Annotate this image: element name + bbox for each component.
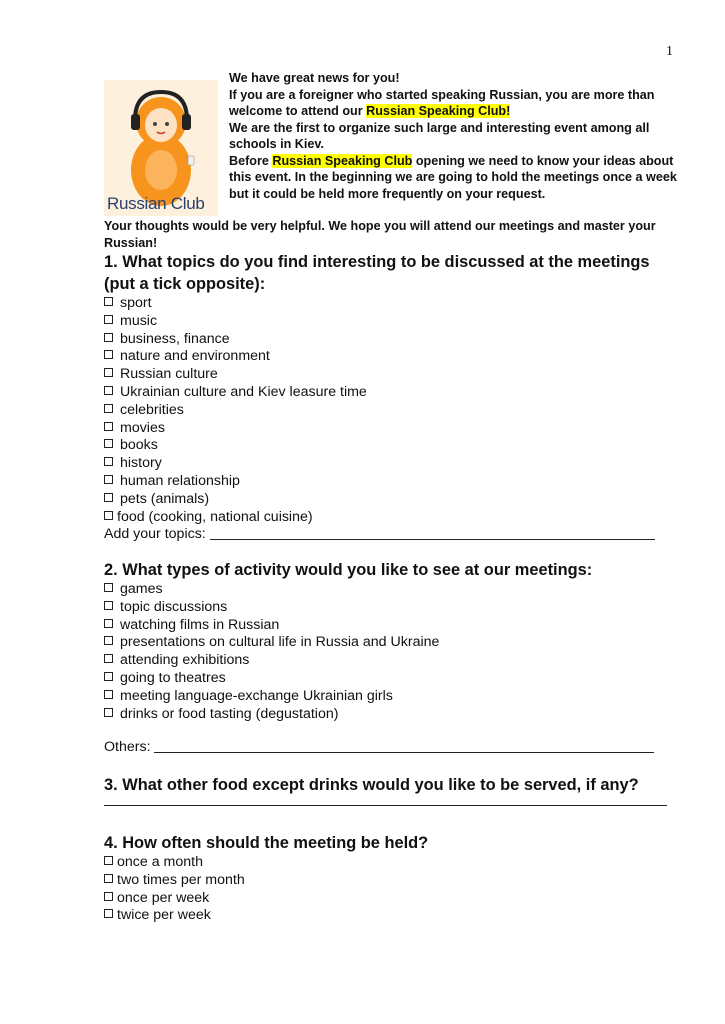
option-label: twice per week bbox=[117, 907, 211, 924]
option-label: movies bbox=[120, 419, 165, 436]
option-label: Ukrainian culture and Kiev leasure time bbox=[120, 383, 367, 400]
option-row bbox=[104, 509, 684, 527]
option-label: meeting language-exchange Ukrainian girls bbox=[120, 687, 393, 704]
option-row bbox=[104, 688, 684, 706]
option-row bbox=[104, 872, 684, 890]
option-label: human relationship bbox=[120, 472, 240, 489]
option-row bbox=[104, 295, 684, 313]
option-row bbox=[104, 348, 684, 366]
checkbox[interactable] bbox=[104, 422, 113, 431]
others-row bbox=[104, 739, 684, 757]
option-label: topic discussions bbox=[120, 598, 228, 615]
option-label: food (cooking, national cuisine) bbox=[117, 508, 313, 525]
option-label: drinks or food tasting (degustation) bbox=[120, 705, 339, 722]
option-label: watching films in Russian bbox=[120, 616, 280, 633]
checkbox[interactable] bbox=[104, 350, 113, 359]
option-row bbox=[104, 599, 684, 617]
highlight: Russian Speaking Club! bbox=[366, 104, 511, 118]
answer-blank[interactable] bbox=[104, 804, 667, 806]
option-label: Russian culture bbox=[120, 366, 218, 383]
checkbox[interactable] bbox=[104, 386, 113, 395]
others-label: Others: bbox=[104, 739, 151, 756]
question-title: 3. What other food except drinks would you like to be served, if any? bbox=[104, 776, 639, 794]
add-topics-blank[interactable] bbox=[210, 526, 655, 540]
intro-line: We are the first to organize such large and interesting event among all schools in Kiev. bbox=[229, 120, 650, 151]
option-row bbox=[104, 491, 684, 509]
checkbox[interactable] bbox=[104, 874, 113, 883]
option-label: once a month bbox=[117, 854, 203, 870]
intro-line: We have great news for you! bbox=[229, 71, 400, 85]
checkbox[interactable] bbox=[104, 368, 113, 377]
option-row bbox=[104, 634, 684, 652]
option-label: once per week bbox=[117, 889, 210, 906]
option-label: sport bbox=[120, 295, 152, 311]
option-row bbox=[104, 437, 684, 455]
checkbox[interactable] bbox=[104, 909, 113, 918]
checkbox[interactable] bbox=[104, 654, 113, 663]
add-topics-row bbox=[104, 526, 684, 544]
russian-club-logo bbox=[104, 80, 218, 216]
option-row bbox=[104, 706, 684, 724]
intro-line: Your thoughts would be very helpful. We hope you will attend our meetings and master your Russian! bbox=[104, 219, 656, 250]
checkbox[interactable] bbox=[104, 690, 113, 699]
option-label: pets (animals) bbox=[120, 490, 210, 507]
option-row bbox=[104, 581, 684, 599]
checkbox[interactable] bbox=[104, 511, 113, 520]
highlight: Russian Speaking Club bbox=[272, 153, 413, 168]
checkbox[interactable] bbox=[104, 672, 113, 681]
checkbox[interactable] bbox=[104, 708, 113, 717]
option-row bbox=[104, 384, 684, 402]
question-2 bbox=[104, 559, 684, 757]
option-label: nature and environment bbox=[120, 348, 270, 365]
option-row bbox=[104, 402, 684, 420]
question-title: 1. What topics do you find interesting to be discussed at the meetings (put a tick opposite): bbox=[104, 253, 650, 293]
option-row bbox=[104, 366, 684, 384]
logo-text: Russian Club bbox=[107, 194, 205, 213]
checkbox[interactable] bbox=[104, 475, 113, 484]
option-label: going to theatres bbox=[120, 669, 226, 686]
question-4 bbox=[104, 832, 684, 925]
checkbox[interactable] bbox=[104, 583, 113, 592]
option-row bbox=[104, 455, 684, 473]
checkbox[interactable] bbox=[104, 856, 113, 865]
option-row bbox=[104, 890, 684, 908]
option-row bbox=[104, 313, 684, 331]
option-label: celebrities bbox=[120, 401, 184, 418]
option-label: two times per month bbox=[117, 871, 245, 888]
option-row bbox=[104, 907, 684, 925]
page-number: 1 bbox=[666, 44, 673, 59]
checkbox[interactable] bbox=[104, 333, 113, 342]
question-title: 4. How often should the meeting be held? bbox=[104, 834, 429, 852]
option-row bbox=[104, 617, 684, 635]
question-1 bbox=[104, 251, 684, 544]
checkbox[interactable] bbox=[104, 892, 113, 901]
others-blank[interactable] bbox=[154, 739, 654, 753]
add-topics-label: Add your topics: bbox=[104, 526, 206, 543]
option-label: books bbox=[120, 437, 158, 454]
option-row bbox=[104, 473, 684, 491]
question-3 bbox=[104, 774, 684, 806]
option-label: music bbox=[120, 312, 158, 329]
option-row bbox=[104, 854, 684, 872]
option-row bbox=[104, 670, 684, 688]
question-title: 2. What types of activity would you like to see at our meetings: bbox=[104, 561, 593, 579]
option-row bbox=[104, 652, 684, 670]
intro-line: If you are a foreigner who started speaking Russian, you are more than welcome to attend our Russian Speaking Club! bbox=[229, 87, 655, 118]
checkbox[interactable] bbox=[104, 493, 113, 502]
checkbox[interactable] bbox=[104, 619, 113, 628]
option-label: games bbox=[120, 581, 163, 597]
option-label: history bbox=[120, 455, 162, 472]
option-row bbox=[104, 331, 684, 349]
checkbox[interactable] bbox=[104, 439, 113, 448]
option-label: business, finance bbox=[120, 330, 230, 347]
checkbox[interactable] bbox=[104, 297, 113, 306]
checkbox[interactable] bbox=[104, 315, 113, 324]
checkbox[interactable] bbox=[104, 404, 113, 413]
option-label: attending exhibitions bbox=[120, 652, 250, 669]
intro-line: Before Russian Speaking Club opening we need to know your ideas about this event. In the beginning we are going to hold the meetings once a week but it could be held more frequently on your request. bbox=[229, 153, 677, 201]
checkbox[interactable] bbox=[104, 457, 113, 466]
checkbox[interactable] bbox=[104, 636, 113, 645]
option-label: presentations on cultural life in Russia and Ukraine bbox=[120, 634, 440, 651]
checkbox[interactable] bbox=[104, 601, 113, 610]
option-row bbox=[104, 420, 684, 438]
